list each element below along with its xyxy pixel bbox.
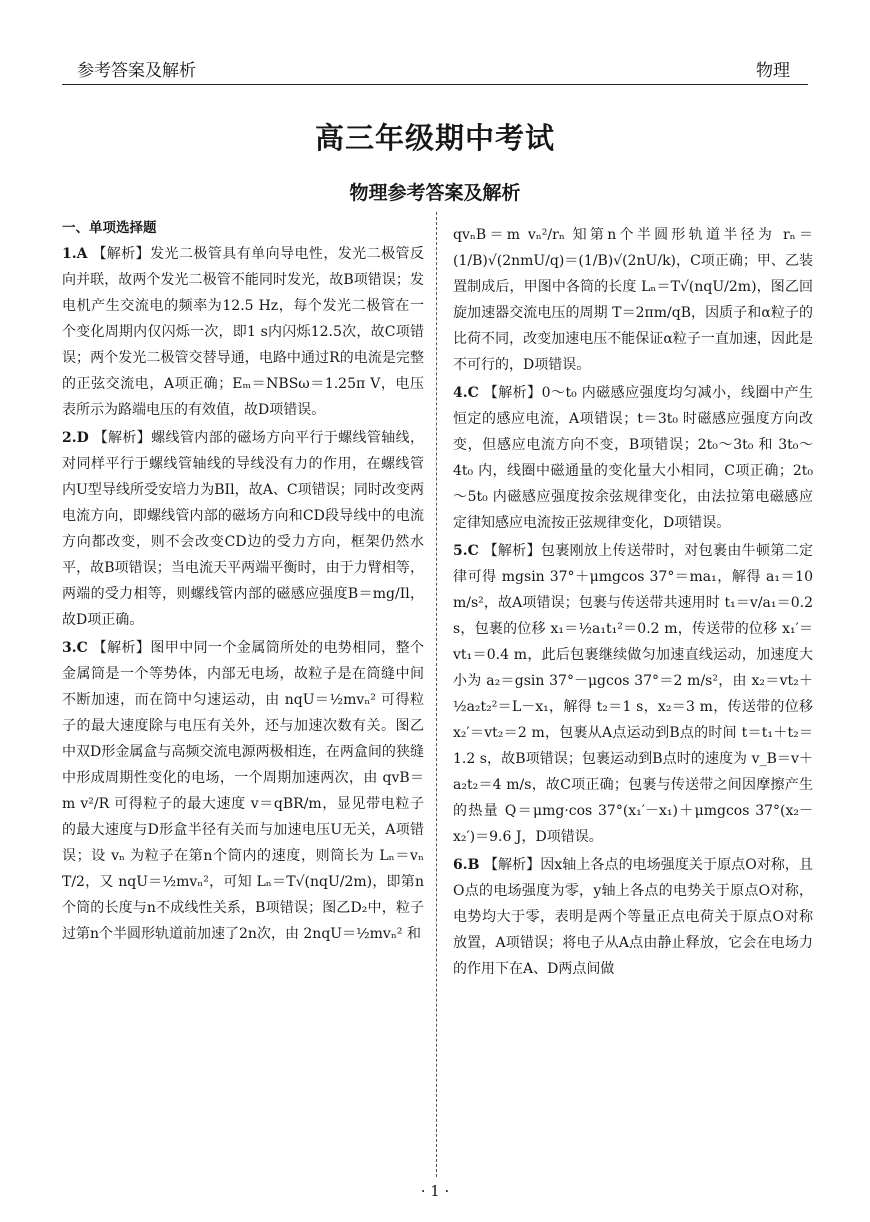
- question-4-number: 4.C: [453, 385, 479, 401]
- question-3-continued-text: qvₙB＝m vₙ²/rₙ 知第n个半圆形轨道半径为 rₙ＝(1/B)√(2nmU/q)＝(1/B)√(2nU/k)，C项正确；甲、乙装置制成后，甲图中各筒的长度 Lₙ＝T√(nqU/2m)，图乙回旋加速器交流电压的周期 T＝2πm/qB，因质子和α粒子的比荷不同，改变加速电压不能保证α粒子一直加速，因此是不可行的，D项错误。: [453, 227, 813, 373]
- question-6-text: 【解析】因x轴上各点的电场强度关于原点O对称，且O点的电场强度为零，y轴上各点的电势关于原点O对称，电势均大于零，表明是两个等量正点电荷关于原点O对称放置，A项错误；将电子从A点由静止释放，它会在电场力的作用下在A、D两点间做: [453, 857, 814, 977]
- header-rule: [62, 84, 808, 85]
- left-column: [62, 215, 424, 947]
- question-2-number: 2.D: [62, 430, 89, 446]
- question-3-number: 3.C: [62, 640, 88, 656]
- right-column: [453, 222, 813, 982]
- header-right: 物理: [756, 61, 790, 81]
- question-1: [62, 241, 424, 423]
- question-1-number: 1.A: [62, 246, 88, 262]
- question-2: [62, 425, 424, 633]
- header-left: 参考答案及解析: [77, 61, 196, 81]
- question-3-text: 【解析】图甲中同一个金属筒所处的电势相同，整个金属筒是一个等势体，内部无电场，故粒子是在筒缝中间不断加速，而在筒中匀速运动，由 nqU＝½mvₙ² 可得粒子的最大速度除与电压有关外，还与加速次数有关。图乙中双D形金属盒与高频交流电源两极相连，在两盒间的狭缝中形成周期性变化的电场，一个周期加速两次，由 qvB＝m v²/R 可得粒子的最大速度 v＝qBR/m，显见带电粒子的最大速度与D形盒半径有关而与加速电压U无关，A项错误；设 vₙ 为粒子在第n个筒内的速度，则筒长为 Lₙ＝vₙ T/2，又 nqU＝½mvₙ²，可知 Lₙ＝T√(nqU/2m)，即第n个筒的长度与n不成线性关系，B项错误；图乙D₂中，粒子过第n个半圆形轨道前加速了2n次，由 2nqU＝½mvₙ² 和: [62, 640, 425, 942]
- question-5-text: 【解析】包裹刚放上传送带时，对包裹由牛顿第二定律可得 mgsin 37°＋μmgcos 37°＝ma₁，解得 a₁＝10 m/s²，故A项错误；包裹与传送带共速用时 t₁＝v/a₁＝0.2 s，包裹的位移 x₁＝½a₁t₁²＝0.2 m，传送带的位移 x₁′＝vt₁＝0.4 m，此后包裹继续做匀加速直线运动，加速度大小为 a₂＝gsin 37°－μgcos 37°＝2 m/s²，由 x₂＝vt₂＋½a₂t₂²＝L－x₁，解得 t₂＝1 s，x₂＝3 m，传送带的位移 x₂′＝vt₂＝2 m，包裹从A点运动到B点的时间 t＝t₁＋t₂＝1.2 s，故B项错误；包裹运动到B点时的速度为 v_B＝v＋a₂t₂＝4 m/s，故C项正确；包裹与传送带之间因摩擦产生的热量 Q＝μmg·cos 37°(x₁′－x₁)＋μmgcos 37°(x₂－x₂′)＝9.6 J，D项错误。: [453, 543, 814, 845]
- page-number: · 1 ·: [420, 1182, 450, 1200]
- section-heading: 一、单项选择题: [62, 220, 157, 236]
- question-3: [62, 635, 424, 947]
- page-title: 高三年级期中考试: [314, 121, 555, 155]
- question-4: [453, 380, 813, 536]
- question-5: [453, 538, 813, 850]
- column-divider: [436, 212, 437, 1177]
- question-1-text: 【解析】发光二极管具有单向导电性，发光二极管反向并联，故两个发光二极管不能同时发光，故B项错误；发电机产生交流电的频率为12.5 Hz，每个发光二极管在一个变化周期内仅闪烁一次，即1 s内闪烁12.5次，故C项错误；两个发光二极管交替导通，电路中通过R的电流是完整的正弦交流电，A项正确；Eₘ＝NBSω＝1.25π V，电压表所示为路端电压的有效值，故D项错误。: [62, 246, 424, 418]
- question-3-continued: [453, 222, 813, 378]
- question-6-number: 6.B: [453, 857, 480, 873]
- question-4-text: 【解析】0～t₀ 内磁感应强度均匀减小，线圈中产生恒定的感应电流，A项错误；t＝3t₀ 时磁感应强度方向改变，但感应电流方向不变，B项错误；2t₀～3t₀ 和 3t₀～4t₀ 内，线圈中磁通量的变化量大小相同，C项正确；2t₀～5t₀ 内磁感应强度按余弦规律变化，由法拉第电磁感应定律知感应电流按正弦规律变化，D项错误。: [453, 385, 813, 531]
- question-5-number: 5.C: [453, 543, 479, 559]
- question-6: [453, 852, 813, 982]
- question-2-text: 【解析】螺线管内部的磁场方向平行于螺线管轴线，对同样平行于螺线管轴线的导线没有力的作用，在螺线管内U型导线所受安培力为BIl，故A、C项错误；同时改变两电流方向，即螺线管内部的磁场方向和CD段导线中的电流方向都改变，则不会改变CD边的受力方向，框架仍然水平，故B项错误；当电流天平两端平衡时，由于力臂相等，两端的受力相等，则螺线管内部的磁感应强度B＝mg/Il，故D项正确。: [62, 430, 425, 628]
- page-subtitle: 物理参考答案及解析: [349, 182, 521, 204]
